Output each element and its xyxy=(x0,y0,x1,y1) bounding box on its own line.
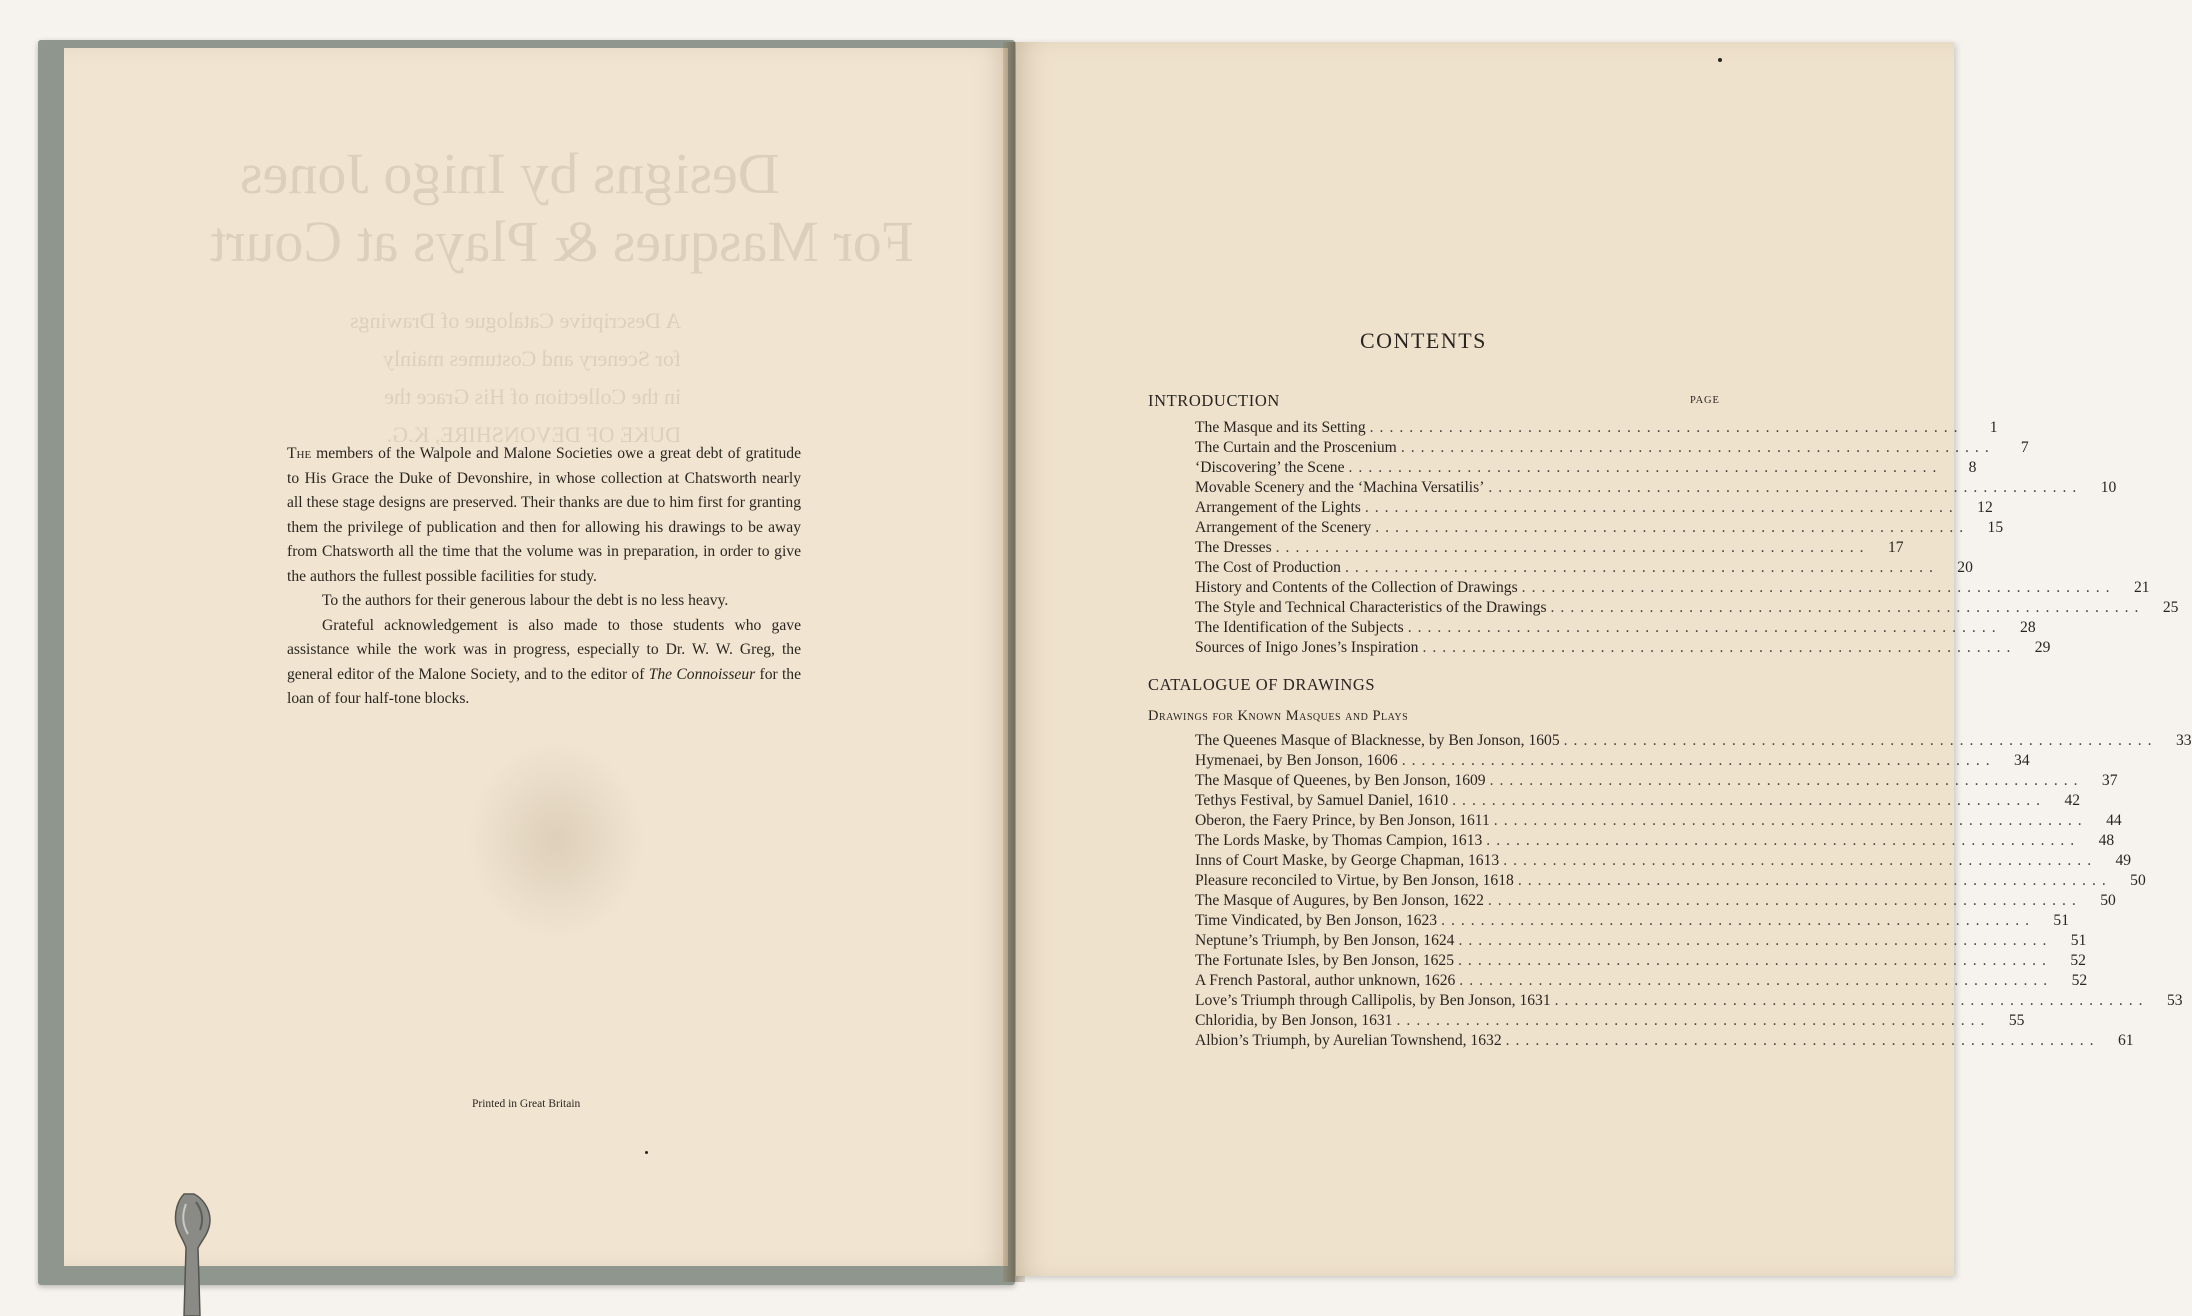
toc-entry-page: 50 xyxy=(2130,872,2146,889)
toc-entry-title: ‘Discovering’ the Scene xyxy=(1195,459,1345,476)
toc-leader-dots: ............................................................ xyxy=(1489,772,2084,789)
paragraph-text: members of the Walpole and Malone Societies owe a great debt of gratitude to His Grace the Duke of Devonshire, in whose collection at Chatsworth nearly all these stage designs are preserved. Their thanks are due to him first for granting them the privilege of publication and then for allowing his drawings to be away from Chatsworth all the time that the volume was in preparation, in order to give the authors the fullest possible facilities for study. xyxy=(287,445,801,585)
toc-entry-page: 34 xyxy=(2014,752,2030,769)
page-speck xyxy=(1718,58,1722,62)
toc-leader-dots: ............................................................ xyxy=(1503,852,2098,869)
toc-entry-title: The Fortunate Isles, by Ben Jonson, 1625 xyxy=(1195,952,1455,969)
toc-entry xyxy=(1195,971,2088,991)
toc-entry-title: History and Contents of the Collection of Drawings xyxy=(1195,579,1518,596)
toc-leader-dots: ............................................................ xyxy=(1488,479,2083,496)
toc-entry xyxy=(1195,598,2179,618)
acknowledgement-paragraph-3 xyxy=(287,614,801,712)
acknowledgement-paragraph-1 xyxy=(287,442,801,589)
toc-entry-title: The Lords Maske, by Thomas Campion, 1613 xyxy=(1195,832,1483,849)
toc-entry-title: Pleasure reconciled to Virtue, by Ben Jonson, 1618 xyxy=(1195,872,1514,889)
paragraph-text: Grateful acknowledgement is also made to those students who gave assistance while the work was in progress, especially to Dr. W. W. Greg, the general editor of the Malone Society, and to the editor of xyxy=(287,616,801,683)
toc-entry-page: 51 xyxy=(2053,912,2069,929)
toc-leader-dots: ............................................................ xyxy=(1452,792,2047,809)
toc-entry-page: 53 xyxy=(2166,992,2183,1009)
toc-entry-page: 10 xyxy=(2100,479,2117,496)
publication-title: The Connoisseur xyxy=(648,665,756,683)
toc-entry-page: 49 xyxy=(2115,852,2132,869)
lead-word: The xyxy=(287,445,312,462)
toc-entry-page: 52 xyxy=(2071,972,2088,989)
toc-entry-page: 1 xyxy=(1989,419,1998,436)
toc-entry-page: 20 xyxy=(1957,559,1973,576)
toc-entry-title: Arrangement of the Lights xyxy=(1195,499,1361,516)
bleed-through-subtitle xyxy=(350,302,681,454)
toc-leader-dots: ............................................................ xyxy=(1348,459,1943,476)
acknowledgement-paragraph-2: To the authors for their generous labour the debt is no less heavy. xyxy=(322,592,729,609)
toc-entry-title: Inns of Court Maske, by George Chapman, 1613 xyxy=(1195,852,1500,869)
toc-entry-page: 44 xyxy=(2106,812,2122,829)
toc-entry xyxy=(1195,1031,2134,1051)
toc-entry-page: 25 xyxy=(2162,599,2179,616)
toc-entry-page: 61 xyxy=(2117,1032,2134,1049)
toc-leader-dots: ............................................................ xyxy=(1401,752,1996,769)
toc-entry-page: 8 xyxy=(1968,459,1977,476)
metal-bookmark-icon xyxy=(170,1190,214,1316)
acknowledgement-text xyxy=(287,442,801,712)
bleed-through-line: in the Collection of His Grace the xyxy=(384,384,682,409)
toc-entry xyxy=(1195,1011,2025,1031)
toc-leader-dots: ............................................................ xyxy=(1364,499,1959,516)
toc-entry-title: Love’s Triumph through Callipolis, by Ben Jonson, 1631 xyxy=(1195,992,1551,1009)
toc-entry-title: The Queenes Masque of Blacknesse, by Ben Jonson, 1605 xyxy=(1195,732,1560,749)
toc-entry-page: 7 xyxy=(2020,439,2029,456)
toc-entry xyxy=(1195,831,2115,851)
catalogue-subheading: Drawings for Known Masques and Plays xyxy=(1148,708,1409,724)
toc-leader-dots: ............................................................ xyxy=(1422,639,2017,656)
toc-entry-title: Neptune’s Triumph, by Ben Jonson, 1624 xyxy=(1195,932,1455,949)
toc-leader-dots: ............................................................ xyxy=(1521,579,2116,596)
toc-entry-title: Sources of Inigo Jones’s Inspiration xyxy=(1195,639,1419,656)
toc-entry xyxy=(1195,791,2081,811)
toc-leader-dots: ............................................................ xyxy=(1458,952,2052,969)
toc-leader-dots: ............................................................ xyxy=(1400,439,1995,456)
toc-entry-page: 52 xyxy=(2070,952,2086,969)
toc-leader-dots: ............................................................ xyxy=(1550,599,2145,616)
toc-entry xyxy=(1195,638,2051,658)
toc-entry xyxy=(1195,911,2069,931)
toc-entry xyxy=(1195,558,1973,578)
toc-entry-page: 48 xyxy=(2098,832,2115,849)
toc-entry-title: The Curtain and the Proscenium xyxy=(1195,439,1397,456)
toc-entry-title: The Masque of Queenes, by Ben Jonson, 1609 xyxy=(1195,772,1486,789)
toc-entry-title: The Cost of Production xyxy=(1195,559,1341,576)
toc-entry-title: The Masque of Augures, by Ben Jonson, 1622 xyxy=(1195,892,1484,909)
toc-entry xyxy=(1195,991,2183,1011)
toc-leader-dots: ............................................................ xyxy=(1493,812,2088,829)
toc-leader-dots: ............................................................ xyxy=(1505,1032,2100,1049)
toc-leader-dots: ............................................................ xyxy=(1487,892,2082,909)
toc-leader-dots: ............................................................ xyxy=(1407,619,2002,636)
toc-leader-dots: ............................................................ xyxy=(1563,732,2158,749)
toc-entry xyxy=(1195,618,2036,638)
toc-leader-dots: ............................................................ xyxy=(1375,519,1970,536)
toc-leader-dots: ............................................................ xyxy=(1459,972,2054,989)
catalogue-heading: CATALOGUE OF DRAWINGS xyxy=(1148,675,1376,694)
toc-entry-title: Time Vindicated, by Ben Jonson, 1623 xyxy=(1195,912,1438,929)
toc-entry-page: 37 xyxy=(2101,772,2118,789)
toc-entry-page: 51 xyxy=(2070,932,2087,949)
page-column-label: PAGE xyxy=(1690,395,1720,406)
toc-entry xyxy=(1195,811,2122,831)
introduction-heading: INTRODUCTION xyxy=(1148,391,1280,410)
toc-entry-page: 29 xyxy=(2034,639,2051,656)
toc-leader-dots: ............................................................ xyxy=(1486,832,2081,849)
bleed-through-title-line-1: Designs by Inigo Jones xyxy=(240,141,780,206)
toc-entry xyxy=(1195,478,2117,498)
toc-leader-dots: ............................................................ xyxy=(1275,539,1870,556)
toc-entry-page: 15 xyxy=(1987,519,2004,536)
toc-entry-title: The Style and Technical Characteristics of the Drawings xyxy=(1195,599,1547,616)
toc-entry-page: 42 xyxy=(2064,792,2081,809)
toc-entry-title: Arrangement of the Scenery xyxy=(1195,519,1372,536)
bleed-through-line: A Descriptive Catalogue of Drawings xyxy=(350,308,682,333)
toc-entry-title: Oberon, the Faery Prince, by Ben Jonson, 1611 xyxy=(1195,812,1490,829)
bleed-through-portrait xyxy=(466,740,646,940)
toc-entry-page: 28 xyxy=(2020,619,2036,636)
toc-entry-title: Movable Scenery and the ‘Machina Versatilis’ xyxy=(1195,479,1485,496)
toc-leader-dots: ............................................................ xyxy=(1369,419,1964,436)
toc-entry-title: The Masque and its Setting xyxy=(1195,419,1366,436)
toc-entry-page: 17 xyxy=(1887,539,1904,556)
toc-entry-page: 50 xyxy=(2100,892,2116,909)
printed-in-note: Printed in Great Britain xyxy=(472,1098,581,1110)
toc-leader-dots: ............................................................ xyxy=(1554,992,2149,1009)
toc-entry-page: 12 xyxy=(1977,499,1993,516)
contents-title: CONTENTS xyxy=(1360,328,1487,353)
toc-entry xyxy=(1195,578,2150,598)
toc-entry xyxy=(1195,538,1904,558)
toc-entry xyxy=(1195,731,2192,751)
toc-entry xyxy=(1195,951,2086,971)
right-page xyxy=(1016,42,1954,1276)
paragraph-text: for the loan of four half-tone blocks. xyxy=(287,665,802,707)
toc-entry xyxy=(1195,751,2030,771)
toc-entry xyxy=(1195,418,1998,438)
toc-entry xyxy=(1195,891,2116,911)
toc-entry xyxy=(1195,851,2132,871)
toc-entry-page: 21 xyxy=(2133,579,2150,596)
toc-entry-title: A French Pastoral, author unknown, 1626 xyxy=(1195,972,1456,989)
catalogue-entries xyxy=(1195,731,2192,1051)
toc-leader-dots: ............................................................ xyxy=(1458,932,2053,949)
bleed-through-title-line-2: For Masques & Plays at Court xyxy=(210,209,915,274)
toc-leader-dots: ............................................................ xyxy=(1396,1012,1991,1029)
toc-entry xyxy=(1195,931,2087,951)
page-speck xyxy=(645,1151,648,1154)
toc-leader-dots: ............................................................ xyxy=(1344,559,1939,576)
toc-entry-title: The Identification of the Subjects xyxy=(1195,619,1404,636)
bleed-through-line: for Scenery and Costumes mainly xyxy=(382,346,682,371)
toc-entry-title: Chloridia, by Ben Jonson, 1631 xyxy=(1195,1012,1393,1029)
toc-entry-title: Albion’s Triumph, by Aurelian Townshend, 1632 xyxy=(1195,1032,1502,1049)
toc-entry xyxy=(1195,498,1993,518)
toc-entry-title: Tethys Festival, by Samuel Daniel, 1610 xyxy=(1195,792,1449,809)
toc-leader-dots: ............................................................ xyxy=(1441,912,2035,929)
toc-entry xyxy=(1195,871,2146,891)
toc-entry-title: Hymenaei, by Ben Jonson, 1606 xyxy=(1195,752,1398,769)
toc-entry xyxy=(1195,771,2118,791)
toc-entry-title: The Dresses xyxy=(1195,539,1272,556)
toc-leader-dots: ............................................................ xyxy=(1517,872,2112,889)
toc-entry-page: 55 xyxy=(2008,1012,2025,1029)
introduction-entries xyxy=(1195,418,2179,658)
toc-entry-page: 33 xyxy=(2175,732,2192,749)
bleed-through-line: DUKE OF DEVONSHIRE, K.G. xyxy=(386,422,682,447)
toc-entry xyxy=(1195,518,2004,538)
toc-entry xyxy=(1195,438,2029,458)
toc-entry xyxy=(1195,458,1977,478)
